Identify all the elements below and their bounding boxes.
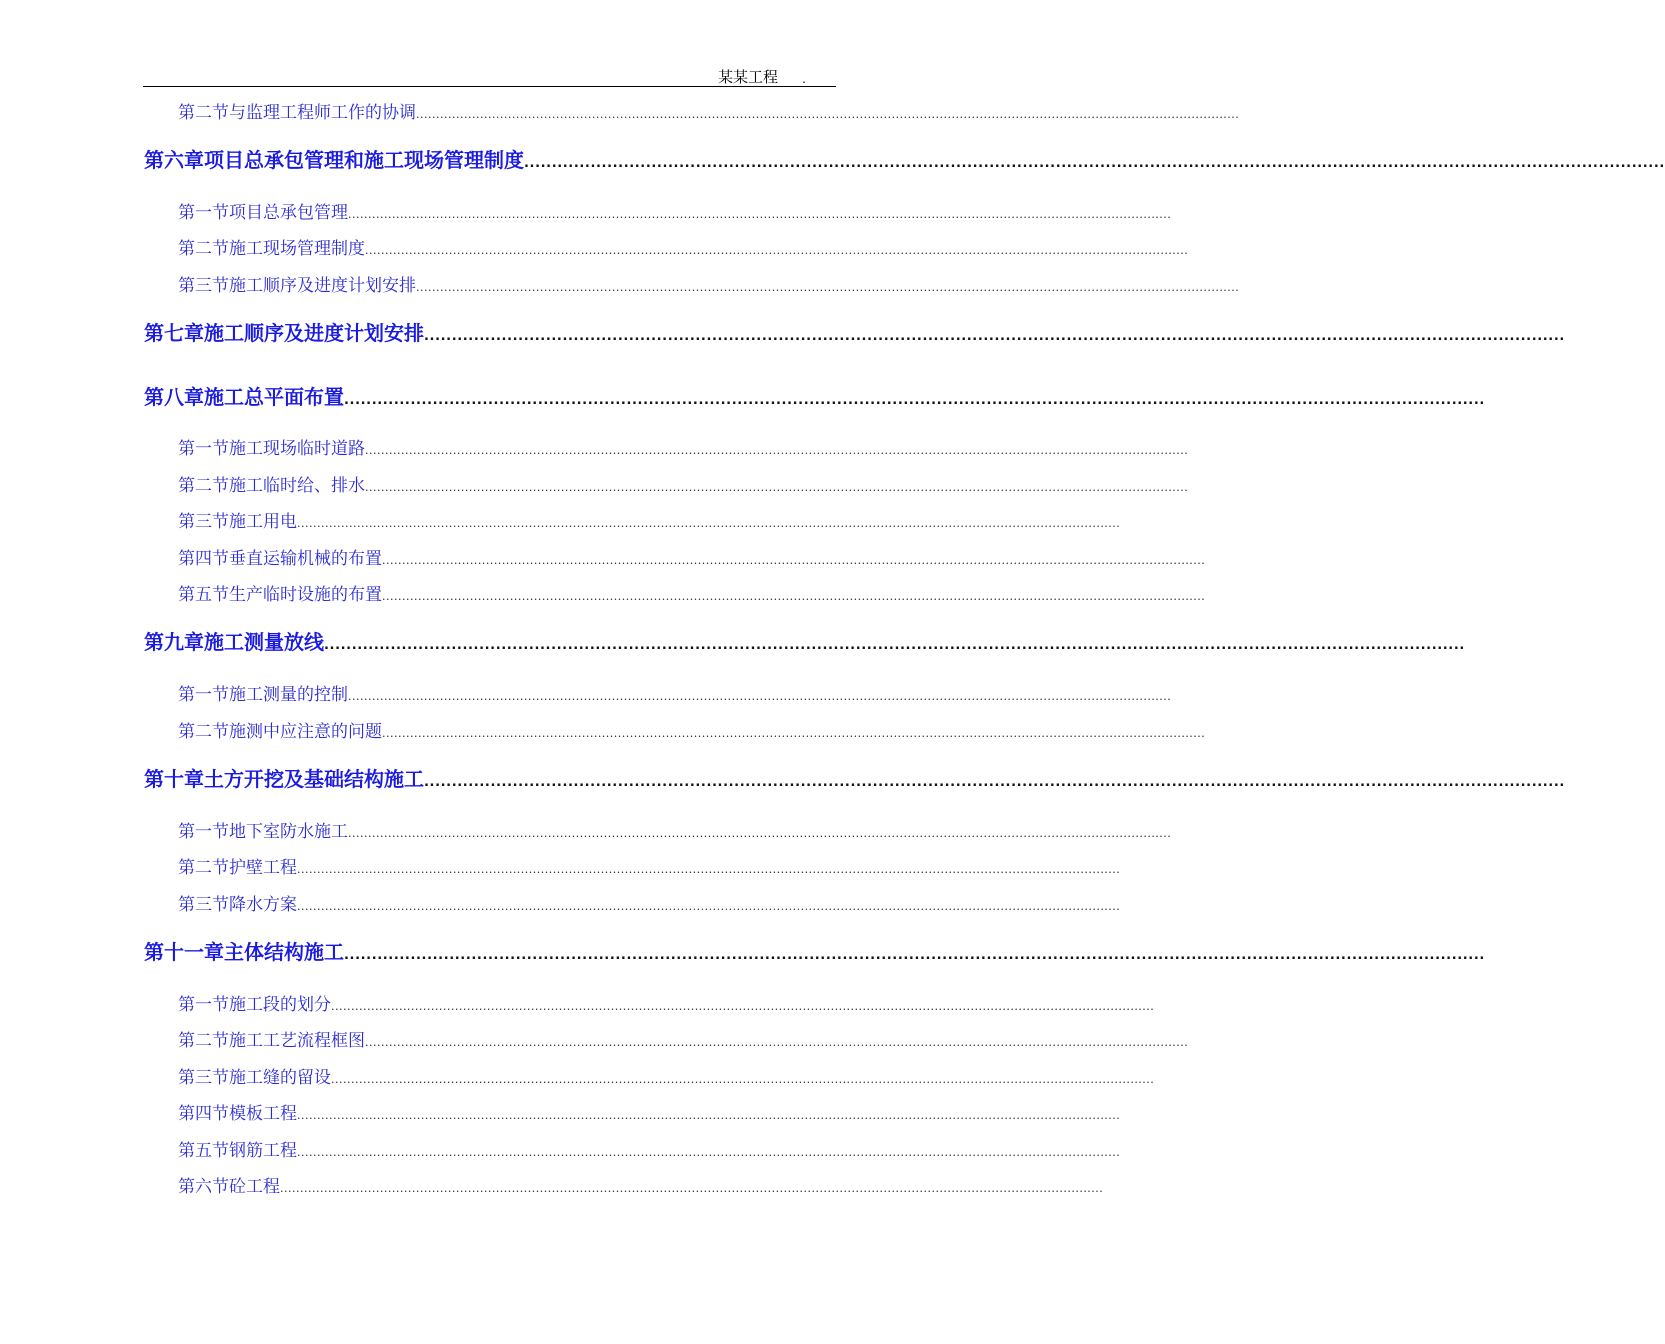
toc-entry-number: 第四节 bbox=[178, 1104, 229, 1124]
toc-entry-number: 第一节 bbox=[178, 203, 229, 223]
toc-entry-title: 施工缝的留设 bbox=[229, 1068, 331, 1088]
toc-leader-dots: .............................................................................................................................................................................................................. bbox=[344, 948, 1485, 963]
toc-entry-title: 与监理工程师工作的协调 bbox=[229, 103, 416, 123]
toc-leader-dots: .............................................................................................................................................................................................................. bbox=[331, 1000, 1155, 1013]
toc-leader-dots: .............................................................................................................................................................................................................. bbox=[348, 208, 1172, 221]
toc-leader-dots: .............................................................................................................................................................................................................. bbox=[297, 1146, 1121, 1159]
page-header bbox=[143, 66, 836, 87]
toc-entry-number: 第六章 bbox=[144, 148, 204, 172]
toc-entry-title: 地下室防水施工 bbox=[229, 822, 348, 842]
toc-entry-title: 施工总平面布置 bbox=[204, 385, 344, 409]
toc-leader-dots: .............................................................................................................................................................................................................. bbox=[416, 108, 1240, 121]
toc-section-entry[interactable] bbox=[178, 990, 1155, 1015]
toc-section-entry[interactable] bbox=[178, 271, 1240, 296]
toc-section-entry[interactable] bbox=[178, 1026, 1189, 1051]
toc-entry-title: 主体结构施工 bbox=[224, 940, 344, 964]
toc-section-entry[interactable] bbox=[178, 1172, 1104, 1197]
toc-leader-dots: .............................................................................................................................................................................................................. bbox=[344, 393, 1485, 408]
toc-entry-title: 模板工程 bbox=[229, 1104, 297, 1124]
toc-entry-title: 施工现场临时道路 bbox=[229, 439, 365, 459]
toc-entry-number: 第八章 bbox=[144, 385, 204, 409]
toc-leader-dots: .............................................................................................................................................................................................................. bbox=[382, 554, 1206, 567]
toc-entry-title: 施工测量放线 bbox=[204, 630, 324, 654]
toc-entry-title: 施工段的划分 bbox=[229, 995, 331, 1015]
toc-chapter-entry[interactable] bbox=[144, 763, 1565, 791]
toc-section-entry[interactable] bbox=[178, 680, 1172, 705]
toc-entry-number: 第六节 bbox=[178, 1177, 229, 1197]
toc-section-entry[interactable] bbox=[178, 198, 1172, 223]
toc-leader-dots: .............................................................................................................................................................................................................. bbox=[382, 590, 1206, 603]
toc-entry-number: 第十一章 bbox=[144, 940, 224, 964]
toc-entry-number: 第二节 bbox=[178, 722, 229, 742]
toc-entry-title: 项目总承包管理和施工现场管理制度 bbox=[204, 148, 524, 172]
toc-leader-dots: .............................................................................................................................................................................................................. bbox=[424, 329, 1565, 344]
toc-section-entry[interactable] bbox=[178, 717, 1206, 742]
toc-entry-number: 第一节 bbox=[178, 685, 229, 705]
toc-section-entry[interactable] bbox=[178, 471, 1189, 496]
toc-entry-number: 第十章 bbox=[144, 767, 204, 791]
toc-chapter-entry[interactable] bbox=[144, 317, 1565, 345]
toc-entry-title: 施工测量的控制 bbox=[229, 685, 348, 705]
toc-entry-title: 钢筋工程 bbox=[229, 1141, 297, 1161]
toc-section-entry[interactable] bbox=[178, 507, 1121, 532]
toc-leader-dots: .............................................................................................................................................................................................................. bbox=[365, 444, 1189, 457]
toc-entry-number: 第一节 bbox=[178, 995, 229, 1015]
toc-leader-dots: .............................................................................................................................................................................................................. bbox=[297, 517, 1121, 530]
toc-section-entry[interactable] bbox=[178, 544, 1206, 569]
toc-leader-dots: .............................................................................................................................................................................................................. bbox=[416, 281, 1240, 294]
toc-entry-number: 第二节 bbox=[178, 239, 229, 259]
toc-entry-title: 垂直运输机械的布置 bbox=[229, 549, 382, 569]
toc-entry-title: 施工现场管理制度 bbox=[229, 239, 365, 259]
toc-entry-number: 第二节 bbox=[178, 858, 229, 878]
toc-leader-dots: .............................................................................................................................................................................................................. bbox=[280, 1182, 1104, 1195]
toc-entry-title: 施工顺序及进度计划安排 bbox=[204, 321, 424, 345]
toc-section-entry[interactable] bbox=[178, 853, 1121, 878]
toc-entry-number: 第三节 bbox=[178, 1068, 229, 1088]
toc-entry-title: 土方开挖及基础结构施工 bbox=[204, 767, 424, 791]
toc-entry-title: 施工临时给、排水 bbox=[229, 476, 365, 496]
toc-leader-dots: .............................................................................................................................................................................................................. bbox=[324, 638, 1465, 653]
toc-section-entry[interactable] bbox=[178, 890, 1121, 915]
toc-leader-dots: .............................................................................................................................................................................................................. bbox=[297, 863, 1121, 876]
toc-entry-number: 第二节 bbox=[178, 476, 229, 496]
toc-chapter-entry[interactable] bbox=[144, 381, 1485, 409]
toc-entry-title: 生产临时设施的布置 bbox=[229, 585, 382, 605]
toc-section-entry[interactable] bbox=[178, 1063, 1155, 1088]
toc-chapter-entry[interactable] bbox=[144, 936, 1485, 964]
toc-section-entry[interactable] bbox=[178, 234, 1189, 259]
header-title: 某某工程 bbox=[717, 68, 778, 86]
toc-leader-dots: .............................................................................................................................................................................................................. bbox=[524, 156, 1665, 171]
toc-entry-number: 第二节 bbox=[178, 103, 229, 123]
toc-section-entry[interactable] bbox=[178, 580, 1206, 605]
toc-leader-dots: .............................................................................................................................................................................................................. bbox=[365, 244, 1189, 257]
toc-leader-dots: .............................................................................................................................................................................................................. bbox=[365, 481, 1189, 494]
toc-leader-dots: .............................................................................................................................................................................................................. bbox=[382, 727, 1206, 740]
toc-section-entry[interactable] bbox=[178, 434, 1189, 459]
toc-section-entry[interactable] bbox=[178, 1099, 1121, 1124]
header-dot: . bbox=[802, 72, 806, 86]
toc-leader-dots: .............................................................................................................................................................................................................. bbox=[297, 1109, 1121, 1122]
toc-chapter-entry[interactable] bbox=[144, 144, 1665, 172]
toc-leader-dots: .............................................................................................................................................................................................................. bbox=[348, 827, 1172, 840]
toc-section-entry[interactable] bbox=[178, 1136, 1121, 1161]
toc-entry-number: 第一节 bbox=[178, 439, 229, 459]
toc-entry-title: 施工顺序及进度计划安排 bbox=[229, 276, 416, 296]
toc-leader-dots: .............................................................................................................................................................................................................. bbox=[348, 690, 1172, 703]
toc-entry-title: 施测中应注意的问题 bbox=[229, 722, 382, 742]
toc-entry-number: 第三节 bbox=[178, 512, 229, 532]
toc-entry-number: 第三节 bbox=[178, 276, 229, 296]
toc-section-entry[interactable] bbox=[178, 98, 1240, 123]
toc-entry-title: 施工工艺流程框图 bbox=[229, 1031, 365, 1051]
toc-entry-number: 第七章 bbox=[144, 321, 204, 345]
toc-leader-dots: .............................................................................................................................................................................................................. bbox=[331, 1073, 1155, 1086]
toc-entry-number: 第五节 bbox=[178, 585, 229, 605]
toc-leader-dots: .............................................................................................................................................................................................................. bbox=[365, 1036, 1189, 1049]
toc-entry-number: 第五节 bbox=[178, 1141, 229, 1161]
toc-entry-number: 第二节 bbox=[178, 1031, 229, 1051]
toc-chapter-entry[interactable] bbox=[144, 626, 1465, 654]
toc-entry-title: 护壁工程 bbox=[229, 858, 297, 878]
toc-entry-number: 第一节 bbox=[178, 822, 229, 842]
toc-entry-number: 第九章 bbox=[144, 630, 204, 654]
toc-entry-title: 砼工程 bbox=[229, 1177, 280, 1197]
toc-entry-title: 项目总承包管理 bbox=[229, 203, 348, 223]
toc-leader-dots: .............................................................................................................................................................................................................. bbox=[297, 900, 1121, 913]
toc-entry-number: 第三节 bbox=[178, 895, 229, 915]
toc-entry-title: 降水方案 bbox=[229, 895, 297, 915]
toc-section-entry[interactable] bbox=[178, 817, 1172, 842]
toc-entry-number: 第四节 bbox=[178, 549, 229, 569]
toc-leader-dots: .............................................................................................................................................................................................................. bbox=[424, 775, 1565, 790]
toc-entry-title: 施工用电 bbox=[229, 512, 297, 532]
